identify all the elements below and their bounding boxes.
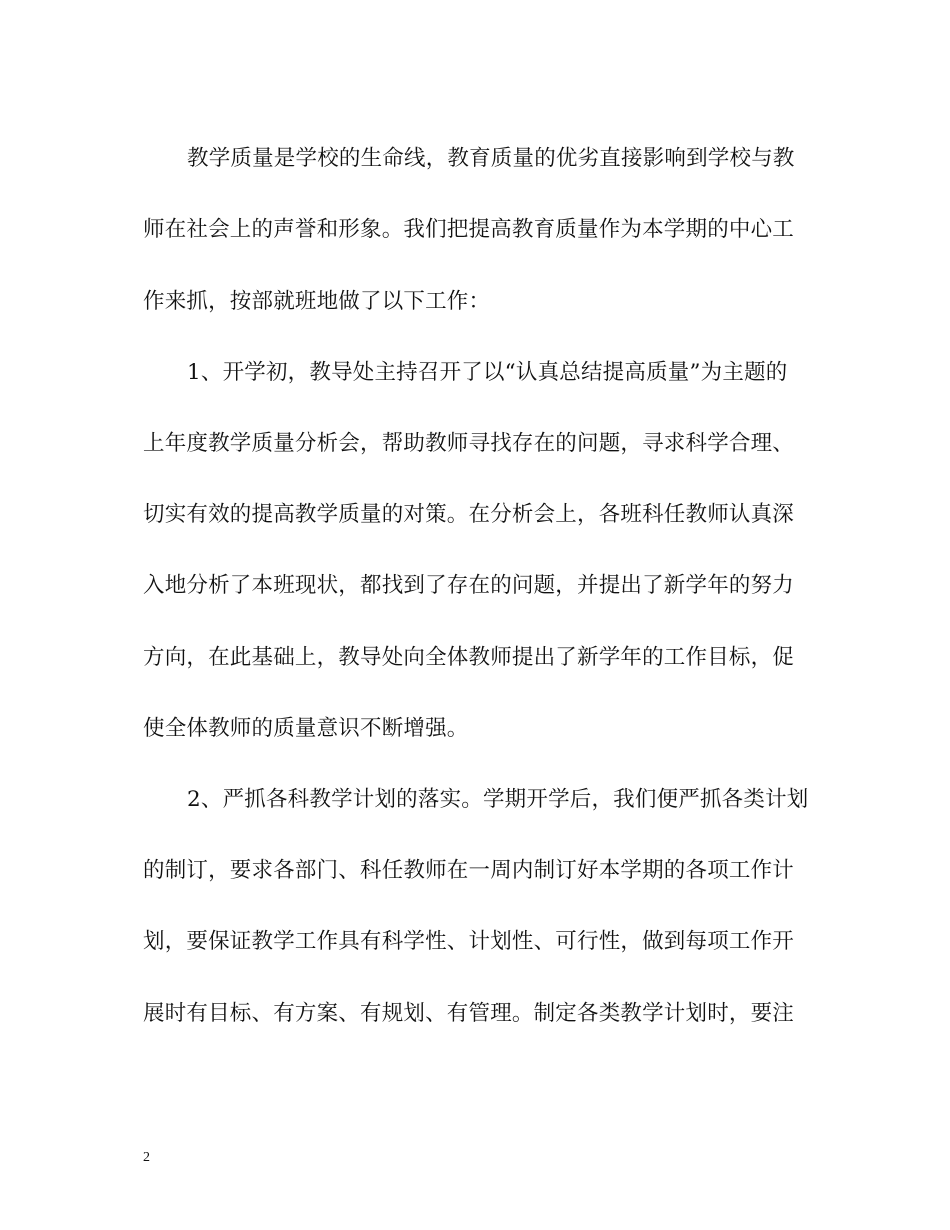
paragraph-line: 方向，在此基础上，教导处向全体教师提出了新学年的工作目标，促 (143, 645, 795, 670)
page-number: 2 (143, 1150, 150, 1165)
paragraph-line: 展时有目标、有方案、有规划、有管理。制定各类教学计划时，要注 (143, 1001, 795, 1026)
paragraph-line: 入地分析了本班现状，都找到了存在的问题，并提出了新学年的努力 (143, 573, 795, 598)
paragraph-line: 教学质量是学校的生命线，教育质量的优劣直接影响到学校与教 (187, 146, 795, 171)
paragraph-line: 师在社会上的声誉和形象。我们把提高教育质量作为本学期的中心工 (143, 217, 795, 242)
paragraph-line: 作来抓，按部就班地做了以下工作： (143, 289, 491, 314)
paragraph-line: 切实有效的提高教学质量的对策。在分析会上，各班科任教师认真深 (143, 502, 795, 527)
paragraph-line: 的制订，要求各部门、科任教师在一周内制订好本学期的各项工作计 (143, 858, 795, 883)
paragraph-line: 上年度教学质量分析会，帮助教师寻找存在的问题，寻求科学合理、 (143, 431, 795, 456)
paragraph-line: 1、开学初，教导处主持召开了以“认真总结提高质量”为主题的 (187, 360, 788, 385)
paragraph-line: 使全体教师的质量意识不断增强。 (143, 716, 469, 741)
paragraph-line: 划，要保证教学工作具有科学性、计划性、可行性，做到每项工作开 (143, 929, 795, 954)
paragraph-line: 2、严抓各科教学计划的落实。学期开学后，我们便严抓各类计划 (187, 787, 809, 812)
